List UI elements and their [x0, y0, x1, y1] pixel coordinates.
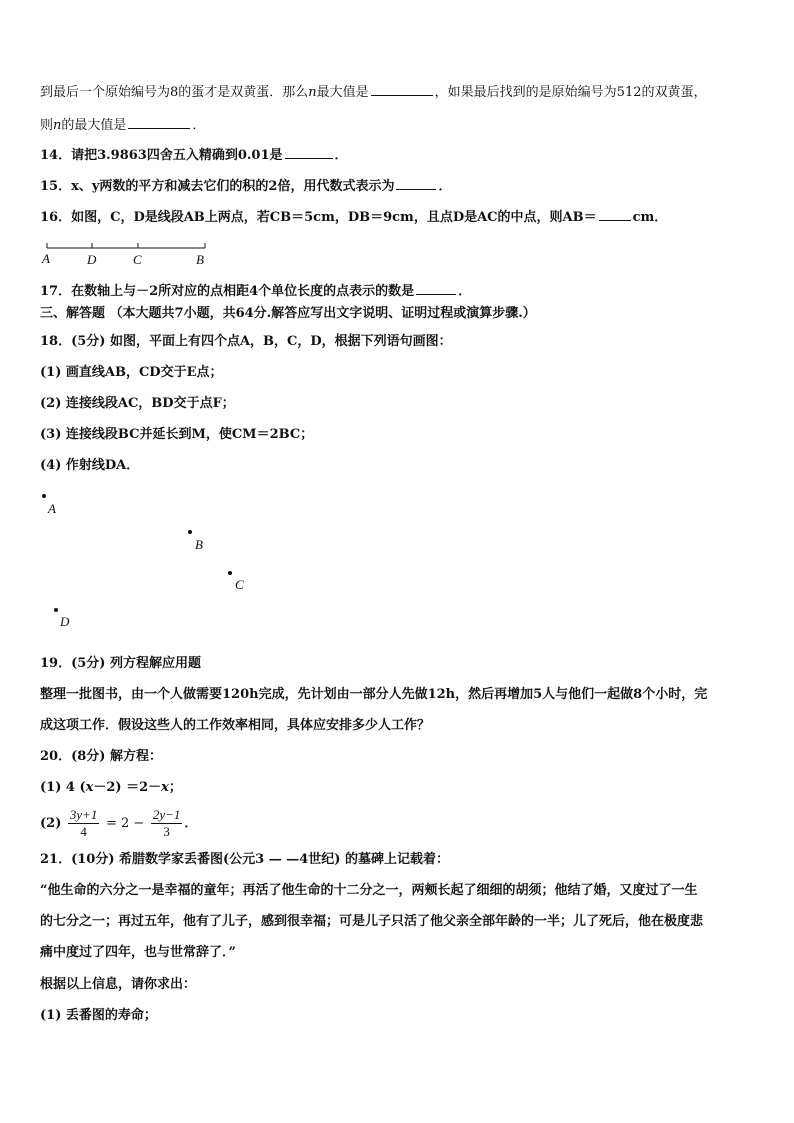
text: ．: [438, 179, 452, 194]
q18-item-2: (2) 连接线段AC，BD交于点F；: [40, 396, 235, 411]
text-line: [40, 115, 205, 135]
answer-blank: [285, 145, 333, 159]
segment-figure: [40, 240, 220, 270]
q21-item-1: (1) 丢番图的寿命；: [40, 1008, 157, 1023]
q21-para-1: “他生命的六分之一是幸福的童年；再活了他生命的十二分之一，两颊长起了细细的胡须；他结了婚，又度过了一生: [40, 883, 698, 898]
denominator: 4: [80, 824, 87, 839]
text: 17．在数轴上与－2所对应的点相距4个单位长度的点表示的数是: [40, 284, 415, 299]
q21-para-4: 根据以上信息，请你求出：: [40, 977, 197, 992]
answer-blank: [416, 281, 456, 295]
q21-para-2: 的七分之一；再过五年，他有了儿子，感到很幸福；可是儿子只活了他父亲全部年龄的一半；儿了死后，他在极度悲: [40, 914, 704, 929]
point-a-label: A: [48, 501, 56, 516]
answer-blank: [371, 82, 433, 96]
text: 14．请把3.9863四舍五入精确到0.01是: [40, 148, 283, 163]
text: ．: [184, 816, 198, 831]
var-x: x: [85, 780, 94, 795]
q18-item-1: (1) 画直线AB，CD交于E点；: [40, 365, 223, 380]
section-title: 三、解答题 （本大题共7小题，共64分.解答应写出文字说明、证明过程或演算步骤.）: [40, 306, 536, 321]
point-a-dot: [42, 494, 46, 498]
text: = 2 −: [105, 816, 145, 831]
text: 则: [40, 118, 54, 133]
text: 16．如图，C，D是线段AB上两点，若CB＝5cm，DB＝9cm，且点D是AC的中点，则AB＝: [40, 210, 597, 225]
numerator: 3y+1: [69, 807, 98, 822]
answer-blank: [599, 207, 631, 221]
text: ．: [192, 118, 206, 133]
q21-para-3: 痛中度过了四年，也与世常辞了．”: [40, 945, 236, 960]
question-18: 18．(5分) 如图，平面上有四个点A，B，C，D，根据下列语句画图：: [40, 334, 452, 349]
question-16: [40, 207, 667, 227]
point-b-dot: [188, 530, 192, 534]
answer-blank: [396, 176, 436, 190]
question-14: [40, 145, 348, 165]
text: 到最后一个原始编号为8的蛋才是双黄蛋．那么: [40, 85, 309, 100]
var-x: x: [161, 780, 169, 795]
var-n: n: [53, 118, 62, 133]
segment-label-a: A: [42, 251, 50, 266]
question-15: [40, 176, 451, 196]
fraction-right: [151, 807, 183, 840]
text: ；: [168, 780, 182, 795]
q19-para-2: 成这项工作．假设这些人的工作效率相同，具体应安排多少人工作？: [40, 718, 431, 733]
point-c-dot: [228, 571, 232, 575]
question-17: [40, 281, 471, 301]
text: (2): [40, 816, 62, 831]
segment-label-d: D: [87, 252, 97, 267]
q20-item-2: [40, 806, 197, 842]
numerator: 2y−1: [152, 807, 181, 822]
text: ．: [334, 148, 348, 163]
question-21: 21．(10分) 希腊数学家丢番图(公元3 — —4世纪) 的墓碑上记载着：: [40, 852, 449, 867]
var-n: n: [308, 85, 317, 100]
denominator: 3: [163, 824, 170, 839]
q19-para-1: 整理一批图书，由一个人做需要120h完成，先计划由一部分人先做12h，然后再增加5人与他们一起做8个小时，完: [40, 687, 708, 702]
point-d-dot: [54, 608, 58, 612]
fraction-left: [68, 807, 100, 840]
text: (1) 4 (: [40, 780, 86, 795]
text: cm．: [632, 210, 668, 225]
q18-item-3: (3) 连接线段BC并延长到M，使CM＝2BC；: [40, 427, 314, 442]
answer-blank: [128, 115, 190, 129]
question-20: 20．(8分) 解方程：: [40, 749, 162, 764]
question-19: 19．(5分) 列方程解应用题: [40, 656, 201, 671]
text: 15．x、y两数的平方和减去它们的积的2倍，用代数式表示为: [40, 179, 395, 194]
point-b-label: B: [195, 537, 203, 552]
point-c-label: C: [235, 577, 244, 592]
text-line: [40, 82, 707, 102]
text: ，如果最后找到的是原始编号为512的双黄蛋，: [434, 85, 707, 100]
segment-label-c: C: [133, 252, 142, 267]
segment-label-b: B: [196, 252, 204, 267]
text: 最大值是: [316, 85, 369, 100]
q18-item-4: (4) 作射线DA．: [40, 458, 140, 473]
text: 的最大值是: [61, 118, 127, 133]
point-d-label: D: [60, 614, 70, 629]
text: ．: [458, 284, 472, 299]
text: －2) ＝2－: [93, 780, 162, 795]
q20-item-1: [40, 779, 182, 797]
